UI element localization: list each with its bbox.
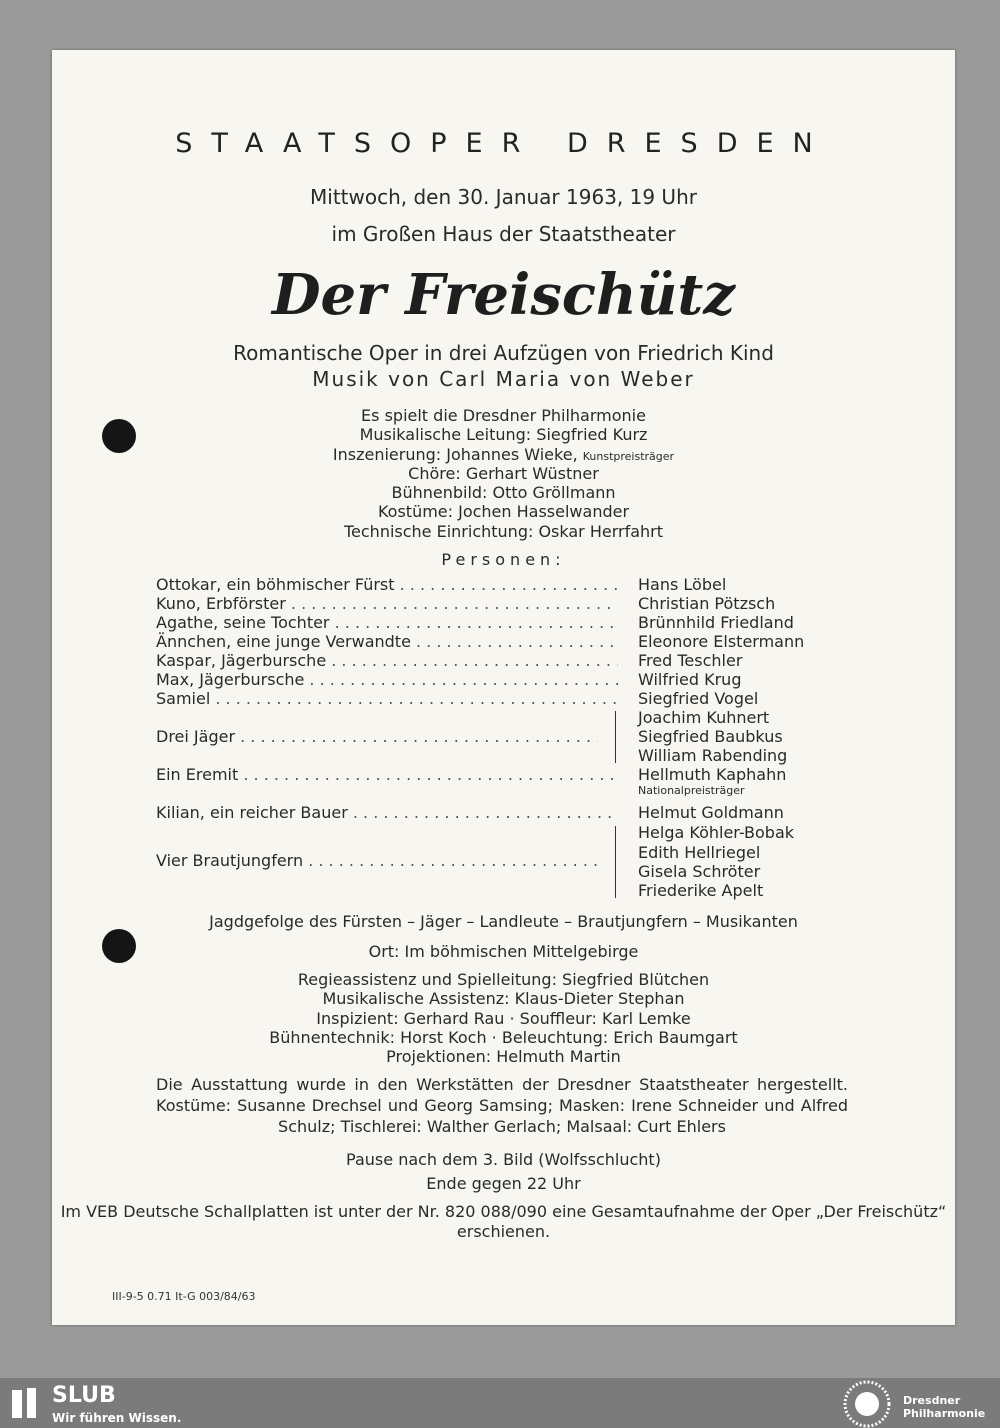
role-name: Ein Eremit . . . bbox=[156, 765, 618, 784]
role-actor: Helga Köhler-Bobak bbox=[638, 823, 795, 842]
cast-row bbox=[156, 689, 856, 708]
credit-costumes: Kostüme: Jochen Hasselwander bbox=[377, 502, 630, 522]
partner-name-line1: Dresdner bbox=[903, 1394, 961, 1407]
cast-row bbox=[156, 843, 856, 862]
footer-bar bbox=[0, 1378, 1000, 1428]
role-actor: Siegfried Baubkus bbox=[638, 727, 783, 746]
library-name: SLUB bbox=[52, 1383, 116, 1408]
recording-note: Im VEB Deutsche Schallplatten ist unter der Nr. 820 088/090 eine Gesamtaufnahme der Oper „Der Freischütz“ erschienen. bbox=[60, 1202, 947, 1241]
role-actor: Helmut Goldmann bbox=[638, 803, 784, 822]
staff-musical-assistant: Musikalische Assistenz: Klaus-Dieter Stephan bbox=[322, 989, 685, 1009]
credit-director-text: Inszenierung: Johannes Wieke, bbox=[332, 444, 578, 464]
cast-row bbox=[156, 670, 856, 689]
punch-hole-icon bbox=[102, 929, 136, 963]
role-name: Kaspar, Jägerbursche . . . bbox=[156, 651, 618, 670]
credit-technical: Technische Einrichtung: Oskar Herrfahrt bbox=[343, 521, 664, 541]
cast-heading: Personen: bbox=[441, 550, 566, 569]
staff-projections: Projektionen: Helmuth Martin bbox=[386, 1047, 621, 1067]
role-name: Ottokar, ein böhmischer Fürst . . . bbox=[156, 575, 618, 594]
role-actor: William Rabending bbox=[638, 746, 788, 765]
role-name: Kilian, ein reicher Bauer . . . bbox=[156, 803, 618, 822]
partner-name bbox=[903, 1394, 985, 1420]
cast-row-hermit-note bbox=[156, 784, 856, 803]
role-name: Vier Brautjungfern . . . bbox=[156, 851, 598, 870]
role-actor: Christian Pötzsch bbox=[638, 594, 776, 613]
role-actor: Brünnhild Friedland bbox=[638, 613, 794, 632]
role-actor: Friederike Apelt bbox=[638, 881, 764, 900]
role-actor: Gisela Schröter bbox=[638, 862, 761, 881]
cast-row bbox=[156, 746, 856, 765]
opera-title: Der Freischütz bbox=[271, 262, 736, 328]
opera-subtitle: Romantische Oper in drei Aufzügen von Friedrich Kind bbox=[233, 341, 774, 365]
credit-conductor: Musikalische Leitung: Siegfried Kurz bbox=[359, 425, 648, 445]
cast-row bbox=[156, 727, 856, 746]
role-name: Drei Jäger . . . bbox=[156, 727, 598, 746]
philharmonie-logo-icon bbox=[843, 1380, 891, 1428]
role-actor: Eleonore Elstermann bbox=[638, 632, 805, 651]
institution-title: STAATSOPER DRESDEN bbox=[175, 128, 832, 159]
credit-stage: Bühnenbild: Otto Gröllmann bbox=[391, 483, 616, 503]
cast-row bbox=[156, 881, 856, 900]
role-actor: Fred Teschler bbox=[638, 651, 743, 670]
credit-orchestra: Es spielt die Dresdner Philharmonie bbox=[361, 406, 646, 425]
setting-line: Ort: Im böhmischen Mittelgebirge bbox=[368, 942, 639, 961]
role-name: Agathe, seine Tochter . . . bbox=[156, 613, 618, 632]
cast-row bbox=[156, 823, 856, 842]
role-actor: Hans Löbel bbox=[638, 575, 727, 594]
credit-director-award: Kunstpreisträger bbox=[582, 449, 675, 463]
role-actor: Siegfried Vogel bbox=[638, 689, 759, 708]
cast-row bbox=[156, 651, 856, 670]
cast-row bbox=[156, 575, 856, 594]
staff-inspector-prompter: Inspizient: Gerhard Rau · Souffleur: Karl Lemke bbox=[316, 1008, 691, 1028]
hermit-award: Nationalpreisträger bbox=[638, 784, 745, 797]
print-code: III-9-5 0.71 It-G 003/84/63 bbox=[112, 1290, 256, 1303]
end-time: Ende gegen 22 Uhr bbox=[426, 1174, 581, 1193]
credit-chorus: Chöre: Gerhart Wüstner bbox=[408, 463, 599, 483]
punch-hole-icon bbox=[102, 419, 136, 453]
role-actor: Joachim Kuhnert bbox=[638, 708, 770, 727]
partner-name-line2: Philharmonie bbox=[903, 1407, 986, 1420]
role-actor: Wilfried Krug bbox=[638, 670, 742, 689]
staff-stage-lighting: Bühnentechnik: Horst Koch · Beleuchtung: Erich Baumgart bbox=[269, 1027, 738, 1047]
role-name: Samiel . . . bbox=[156, 689, 618, 708]
program-sheet bbox=[52, 50, 955, 1325]
cast-row bbox=[156, 862, 856, 881]
cast-row bbox=[156, 632, 856, 651]
cast-row-kilian bbox=[156, 803, 856, 822]
performance-date: Mittwoch, den 30. Januar 1963, 19 Uhr bbox=[310, 185, 697, 209]
staff-assistant-direction: Regieassistenz und Spielleitung: Siegfried Blütchen bbox=[297, 970, 710, 989]
cast-row bbox=[156, 613, 856, 632]
intermission-note: Pause nach dem 3. Bild (Wolfsschlucht) bbox=[346, 1150, 661, 1169]
venue: im Großen Haus der Staatstheater bbox=[331, 222, 676, 246]
ensemble-line: Jagdgefolge des Fürsten – Jäger – Landleute – Brautjungfern – Musikanten bbox=[209, 912, 798, 931]
workshops-paragraph: Die Ausstattung wurde in den Werkstätten der Dresdner Staatstheater hergestellt. Kostüme: Susanne Drechsel und Georg Samsing; Masken: Irene Schneider und Alfred Schulz; Tischlerei: Walther Gerlach; Malsaal: Curt Ehlers bbox=[156, 1075, 848, 1136]
cast-row bbox=[156, 594, 856, 613]
staff-credits bbox=[52, 970, 955, 1066]
role-actor: Edith Hellriegel bbox=[638, 843, 761, 862]
role-name: Ännchen, eine junge Verwandte . . . bbox=[156, 632, 618, 651]
composer-line: Musik von Carl Maria von Weber bbox=[312, 367, 695, 391]
cast-row-hermit bbox=[156, 765, 856, 784]
role-actor: Hellmuth Kaphahn bbox=[638, 765, 787, 784]
credit-director bbox=[52, 445, 955, 464]
role-name: Kuno, Erbförster . . . bbox=[156, 594, 618, 613]
library-tagline: Wir führen Wissen. bbox=[52, 1411, 182, 1425]
slub-logo-icon bbox=[10, 1386, 40, 1422]
production-credits bbox=[52, 406, 955, 541]
role-name: Max, Jägerbursche . . . bbox=[156, 670, 618, 689]
cast-row bbox=[156, 708, 856, 727]
